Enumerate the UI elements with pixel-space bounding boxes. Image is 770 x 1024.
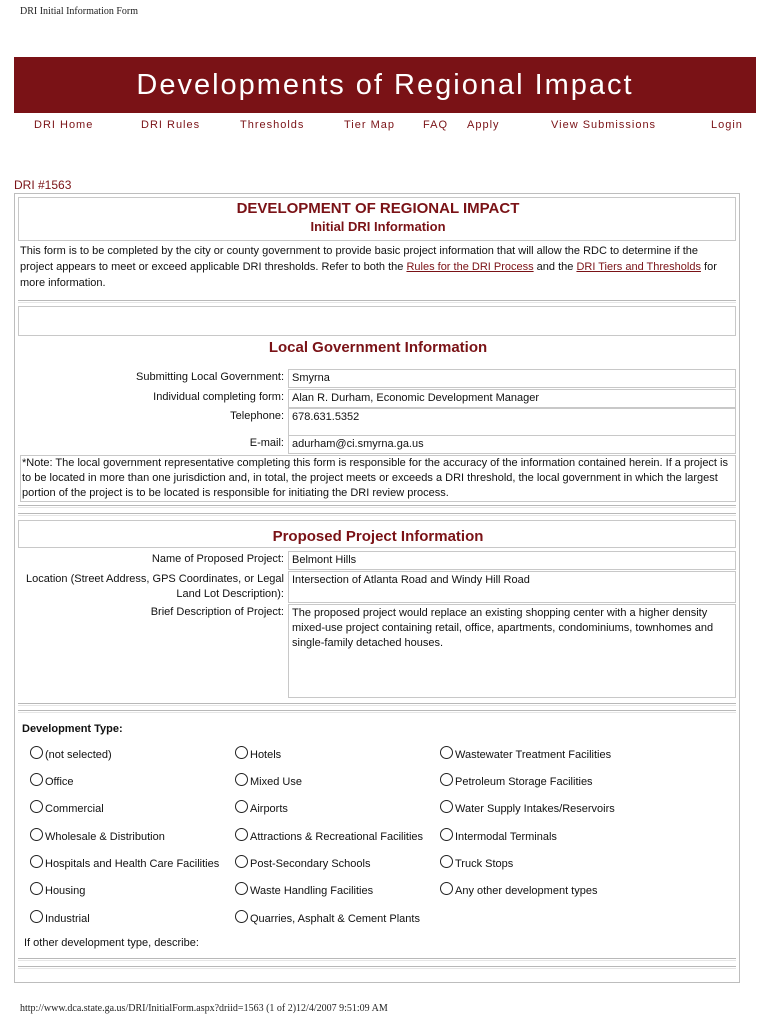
nav-view-submissions[interactable]: View Submissions: [551, 119, 657, 131]
development-type-label: Development Type:: [22, 723, 123, 735]
divider: [18, 958, 736, 961]
dev-type-option[interactable]: (not selected): [30, 746, 112, 762]
dev-type-option[interactable]: Airports: [235, 800, 288, 816]
dev-type-option[interactable]: Wholesale & Distribution: [30, 828, 165, 844]
other-type-label: If other development type, describe:: [24, 937, 199, 949]
intro-text: This form is to be completed by the city or county government to provide basic project information that will allow the RDC to determine if the project appears to meet or exceed applicable DRI thresholds. Refer to both the Rules for the DRI Process and the DRI Tiers and Thresholds for more information.: [20, 245, 717, 289]
main-nav: [14, 113, 756, 139]
dev-type-option[interactable]: Post-Secondary Schools: [235, 855, 370, 871]
location-label: Location (Street Address, GPS Coordinates, or Legal Land Lot Description):: [25, 573, 284, 600]
individual-label: Individual completing form:: [153, 391, 284, 403]
location-value: Intersection of Atlanta Road and Windy Hill Road: [288, 571, 736, 603]
print-header: DRI Initial Information Form: [20, 6, 139, 17]
dev-type-option[interactable]: Mixed Use: [235, 773, 302, 789]
individual-value: Alan R. Durham, Economic Development Manager: [288, 389, 736, 408]
submitting-gov-value: Smyrna: [288, 369, 736, 388]
radio-icon[interactable]: [440, 882, 453, 895]
responsibility-note: *Note: The local government representative completing this form is responsible for the accuracy of the information contained herein. If a project is to be located in more than one jurisdiction and, in total, the project meets or exceeds a DRI threshold, the local government in which the largest portion of the project is to be located is responsible for initiating the DRI review process.: [20, 455, 736, 502]
dev-type-option[interactable]: Hospitals and Health Care Facilities: [30, 855, 219, 871]
form-title: DEVELOPMENT OF REGIONAL IMPACT: [236, 200, 520, 217]
nav-login[interactable]: Login: [711, 119, 743, 131]
radio-icon[interactable]: [440, 746, 453, 759]
radio-icon[interactable]: [440, 773, 453, 786]
radio-icon[interactable]: [30, 773, 43, 786]
nav-faq[interactable]: FAQ: [423, 119, 449, 131]
spacer-box: [18, 306, 736, 336]
dev-type-option[interactable]: Waste Handling Facilities: [235, 882, 373, 898]
dev-type-option[interactable]: Commercial: [30, 800, 104, 816]
dev-type-option[interactable]: Any other development types: [440, 882, 597, 898]
submitting-gov-label: Submitting Local Government:: [136, 371, 284, 383]
radio-icon[interactable]: [440, 800, 453, 813]
dev-type-option[interactable]: Housing: [30, 882, 85, 898]
radio-icon[interactable]: [30, 882, 43, 895]
dev-type-option[interactable]: Quarries, Asphalt & Cement Plants: [235, 910, 420, 926]
divider: [18, 703, 736, 706]
radio-icon[interactable]: [235, 746, 248, 759]
divider: [18, 710, 736, 713]
local-gov-title: Local Government Information: [268, 339, 488, 356]
divider: [18, 513, 736, 516]
dev-type-option[interactable]: Hotels: [235, 746, 281, 762]
dev-type-option[interactable]: Office: [30, 773, 74, 789]
divider: [18, 505, 736, 508]
radio-icon[interactable]: [30, 828, 43, 841]
radio-icon[interactable]: [440, 828, 453, 841]
nav-tier-map[interactable]: Tier Map: [344, 119, 395, 131]
dri-number: DRI #1563: [14, 178, 72, 192]
email-label: E-mail:: [249, 437, 284, 449]
dev-type-option[interactable]: Industrial: [30, 910, 90, 926]
project-name-label: Name of Proposed Project:: [151, 553, 284, 565]
dev-type-option[interactable]: Intermodal Terminals: [440, 828, 557, 844]
form-subtitle: Initial DRI Information: [310, 219, 446, 234]
radio-icon[interactable]: [30, 746, 43, 759]
description-value: The proposed project would replace an existing shopping center with a higher density mixed-use project containing retail, office, apartments, condominiums, townhomes and single-family detached houses.: [288, 604, 736, 698]
radio-icon[interactable]: [235, 910, 248, 923]
divider: [18, 300, 736, 303]
divider: [18, 966, 736, 969]
nav-thresholds[interactable]: Thresholds: [240, 119, 305, 131]
site-banner: Developments of Regional Impact: [14, 57, 756, 113]
tiers-thresholds-link[interactable]: DRI Tiers and Thresholds: [576, 261, 701, 273]
dev-type-option[interactable]: Water Supply Intakes/Reservoirs: [440, 800, 615, 816]
print-footer: http://www.dca.state.ga.us/DRI/InitialForm.aspx?driid=1563 (1 of 2)12/4/2007 9:51:09 AM: [20, 1003, 388, 1014]
telephone-value: 678.631.5352: [288, 408, 736, 436]
project-title: Proposed Project Information: [272, 528, 484, 545]
dev-type-option[interactable]: Petroleum Storage Facilities: [440, 773, 593, 789]
nav-dri-rules[interactable]: DRI Rules: [141, 119, 201, 131]
radio-icon[interactable]: [235, 800, 248, 813]
radio-icon[interactable]: [30, 800, 43, 813]
dev-type-option[interactable]: Wastewater Treatment Facilities: [440, 746, 611, 762]
radio-icon[interactable]: [30, 910, 43, 923]
nav-dri-home[interactable]: DRI Home: [34, 119, 94, 131]
email-value: adurham@ci.smyrna.ga.us: [288, 435, 736, 454]
radio-icon[interactable]: [440, 855, 453, 868]
nav-apply[interactable]: Apply: [467, 119, 500, 131]
dev-type-option[interactable]: Truck Stops: [440, 855, 513, 871]
radio-icon[interactable]: [235, 855, 248, 868]
radio-icon[interactable]: [30, 855, 43, 868]
description-label: Brief Description of Project:: [150, 606, 284, 618]
radio-icon[interactable]: [235, 828, 248, 841]
telephone-label: Telephone:: [230, 410, 284, 422]
radio-icon[interactable]: [235, 773, 248, 786]
radio-icon[interactable]: [235, 882, 248, 895]
project-name-value: Belmont Hills: [288, 551, 736, 570]
rules-link[interactable]: Rules for the DRI Process: [406, 261, 534, 273]
dev-type-option[interactable]: Attractions & Recreational Facilities: [235, 828, 423, 844]
